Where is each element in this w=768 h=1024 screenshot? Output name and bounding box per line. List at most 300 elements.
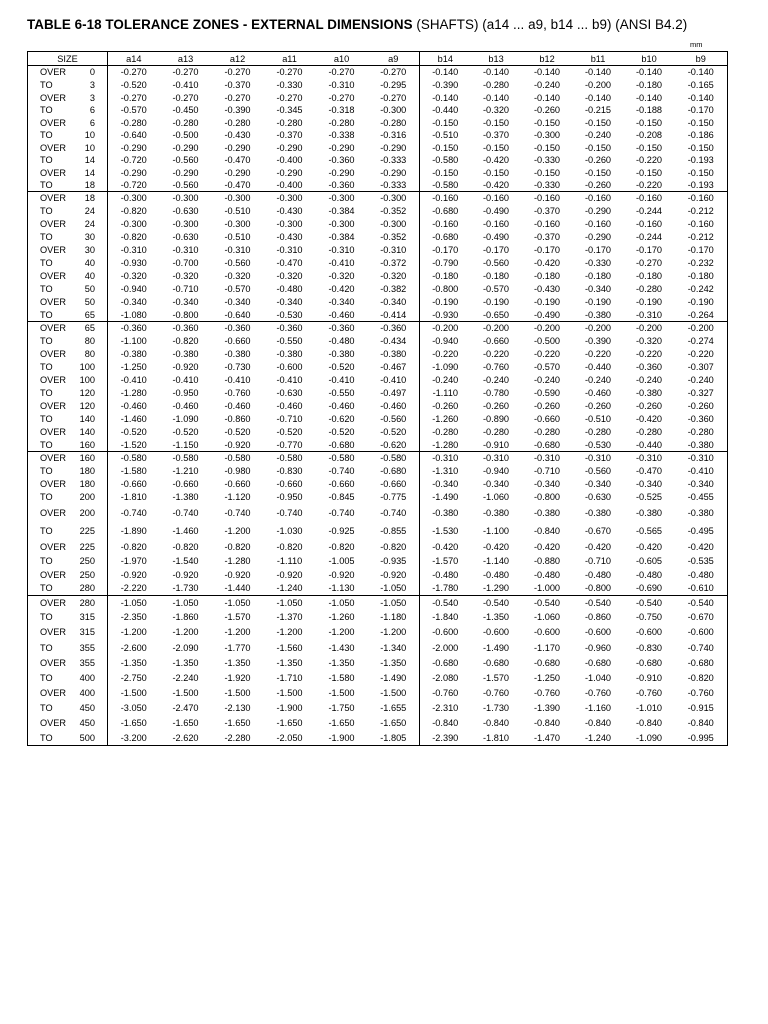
tolerance-cell-a9: -0.340 [380, 297, 407, 307]
tolerance-cell-a13: -1.050 [160, 596, 212, 610]
tolerance-cell-b10: -0.240 [635, 375, 663, 385]
tolerance-cell-b10: -0.340 [635, 479, 663, 489]
tolerance-cell-a10: -1.500 [328, 688, 355, 698]
tolerance-cell-a9: -1.200 [380, 626, 407, 637]
table-row [28, 92, 728, 104]
tolerance-cell-a14: -0.520 [108, 79, 160, 92]
table-row [28, 104, 728, 117]
tolerance-cell-a11: -1.030 [276, 525, 303, 536]
tolerance-cell-a14: -2.220 [108, 582, 160, 596]
tolerance-cell-b12: -0.330 [533, 179, 561, 190]
header-a12: a12 [212, 52, 264, 66]
tolerance-cell-b9: -0.340 [687, 479, 714, 489]
tolerance-cell-a14: -1.100 [108, 335, 160, 348]
tolerance-cell-b11: -0.760 [584, 688, 612, 698]
size-label: TO [40, 703, 53, 713]
tolerance-cell-a10: -0.270 [328, 92, 355, 103]
tolerance-cell-b13: -0.660 [482, 336, 510, 346]
tolerance-cell-a12: -0.290 [224, 142, 251, 153]
tolerance-cell-a12: -0.740 [224, 507, 251, 518]
tolerance-cell-a9: -0.414 [380, 309, 407, 320]
tolerance-cell-b12: -0.420 [533, 541, 561, 552]
tolerance-cell-a14: -0.360 [108, 322, 160, 335]
table-row [28, 374, 728, 387]
tolerance-cell-b9: -0.264 [687, 309, 714, 320]
table-row [28, 117, 728, 129]
tolerance-cell-b10: -0.360 [635, 362, 663, 372]
tolerance-cell-b10: -0.170 [635, 245, 663, 255]
header-a9: a9 [368, 52, 420, 66]
tolerance-cell-b13: -0.280 [482, 427, 510, 437]
tolerance-cell-a13: -0.920 [172, 569, 199, 580]
tolerance-cell-a11: -0.380 [276, 349, 303, 359]
tolerance-cell-a14: -0.290 [108, 167, 160, 179]
tolerance-cell-a11: -0.470 [276, 258, 303, 268]
tolerance-cell-b10: -0.180 [635, 271, 663, 281]
size-label: TO [40, 105, 53, 115]
tolerance-cell-b10: -0.150 [635, 117, 663, 128]
tolerance-cell-b12: -0.480 [533, 569, 561, 580]
tolerance-cell-a9: -0.460 [380, 401, 407, 411]
tolerance-cell-b13: -0.490 [482, 232, 510, 242]
tolerance-cell-b9: -0.150 [687, 142, 714, 153]
tolerance-cell-b14: -0.480 [420, 568, 471, 582]
tolerance-cell-a10: -0.920 [328, 569, 355, 580]
size-label: OVER [28, 596, 68, 610]
tolerance-cell-a12: -0.580 [212, 452, 264, 465]
table-row [28, 439, 728, 452]
size-value: 315 [79, 611, 96, 622]
size-value: 180 [79, 466, 96, 476]
tolerance-cell-b11: -0.260 [584, 155, 612, 165]
tolerance-cell-a12: -2.130 [224, 703, 251, 713]
tolerance-cell-b9: -0.480 [687, 569, 714, 580]
tolerance-cell-b12: -0.500 [533, 336, 561, 346]
tolerance-cell-a9: -0.360 [368, 322, 420, 335]
tolerance-cell-b10: -0.910 [635, 673, 663, 683]
size-label: TO [40, 309, 53, 320]
tolerance-cell-a10: -0.380 [328, 349, 355, 359]
tolerance-cell-a12: -1.050 [212, 596, 264, 610]
tolerance-cell-a9: -0.380 [380, 349, 407, 359]
tolerance-cell-b14: -2.390 [420, 731, 471, 746]
table-row [28, 283, 728, 296]
tolerance-cell-a14: -0.570 [108, 104, 160, 117]
tolerance-cell-a10: -0.520 [328, 427, 355, 437]
tolerance-cell-a13: -0.270 [172, 67, 199, 78]
tolerance-cell-a11: -0.370 [276, 130, 303, 140]
tolerance-cell-a9: -0.920 [380, 569, 407, 580]
size-value: 18 [68, 192, 108, 205]
tolerance-cell-a11: -0.340 [276, 297, 303, 307]
tolerance-cell-b10: -0.680 [635, 658, 663, 668]
tolerance-cell-a12: -0.360 [212, 322, 264, 335]
tolerance-cell-b10: -0.260 [635, 401, 663, 411]
tolerance-cell-b14: -1.310 [420, 465, 471, 478]
header-row [28, 52, 728, 66]
tolerance-cell-b13: -0.940 [482, 466, 510, 476]
tolerance-cell-b13: -0.260 [482, 401, 510, 411]
tolerance-cell-a10: -0.310 [328, 245, 355, 255]
tolerance-cell-b12: -0.680 [533, 439, 561, 450]
tolerance-cell-b9: -0.220 [687, 349, 714, 359]
size-label: OVER [28, 452, 68, 465]
tolerance-cell-b9: -0.995 [687, 732, 714, 743]
tolerance-cell-b9: -0.420 [687, 541, 714, 552]
header-a11: a11 [264, 52, 316, 66]
tolerance-cell-b9: -0.140 [687, 92, 714, 103]
tolerance-cell-a9: -1.805 [380, 732, 407, 743]
tolerance-cell-b12: -0.200 [522, 322, 573, 335]
tolerance-cell-a11: -1.200 [276, 626, 303, 637]
table-row [28, 701, 728, 716]
tolerance-cell-b9: -0.232 [687, 258, 714, 268]
tolerance-cell-b11: -0.540 [573, 596, 624, 610]
tolerance-cell-a14: -0.820 [108, 540, 160, 554]
tolerance-cell-b13: -1.490 [482, 642, 510, 653]
tolerance-cell-b9: -0.760 [687, 688, 714, 698]
tolerance-cell-b13: -0.160 [471, 192, 522, 205]
tolerance-cell-b13: -0.540 [471, 596, 522, 610]
tolerance-cell-b12: -0.190 [533, 297, 561, 307]
size-label: TO [40, 583, 53, 594]
tolerance-cell-b13: -1.290 [482, 583, 510, 594]
tolerance-cell-b12: -0.680 [533, 658, 561, 668]
tolerance-cell-b10: -0.540 [624, 596, 675, 610]
tolerance-table [27, 51, 728, 746]
tolerance-cell-b9: -0.180 [687, 271, 714, 281]
tolerance-cell-a10: -0.925 [328, 525, 355, 536]
tolerance-cell-b13: -0.840 [482, 718, 510, 728]
tolerance-cell-b14: -0.220 [420, 348, 471, 361]
tolerance-cell-a13: -1.540 [172, 555, 199, 566]
tolerance-cell-a12: -0.860 [224, 414, 251, 424]
tolerance-cell-a12: -0.470 [224, 155, 251, 165]
tolerance-cell-b13: -0.280 [482, 80, 510, 90]
tolerance-cell-a11: -0.520 [276, 427, 303, 437]
table-row [28, 400, 728, 413]
tolerance-cell-b12: -0.140 [533, 67, 561, 78]
tolerance-cell-a10: -0.338 [328, 130, 355, 140]
tolerance-cell-b12: -0.160 [533, 219, 561, 229]
tolerance-cell-b12: -0.570 [533, 362, 561, 372]
tolerance-cell-b11: -0.340 [584, 479, 612, 489]
tolerance-cell-a13: -1.090 [172, 414, 199, 424]
table-title-subtitle: (SHAFTS) (a14 ... a9, b14 ... b9) (ANSI B4.2) [412, 17, 688, 32]
tolerance-cell-a12: -0.730 [224, 362, 251, 372]
tolerance-cell-b13: -1.730 [482, 703, 510, 713]
tolerance-cell-b14: -0.280 [420, 426, 471, 439]
tolerance-cell-a13: -2.620 [172, 732, 199, 743]
tolerance-cell-b14: -1.260 [420, 413, 471, 426]
tolerance-cell-b10: -0.310 [635, 309, 663, 320]
tolerance-cell-b11: -0.340 [584, 284, 612, 294]
tolerance-cell-a11: -0.770 [276, 439, 303, 450]
tolerance-cell-b13: -1.100 [482, 525, 510, 536]
tolerance-cell-a9: -0.333 [380, 179, 407, 190]
tolerance-cell-a12: -1.200 [224, 626, 251, 637]
tolerance-cell-b14: -0.510 [420, 129, 471, 142]
tolerance-cell-a11: -0.290 [276, 167, 303, 178]
tolerance-cell-b12: -0.140 [533, 92, 561, 103]
tolerance-cell-a13: -0.310 [172, 245, 199, 255]
tolerance-cell-b11: -0.800 [584, 583, 612, 594]
table-title [27, 17, 687, 32]
tolerance-cell-a12: -0.660 [224, 336, 251, 346]
tolerance-cell-a13: -0.820 [172, 541, 199, 552]
tolerance-cell-a11: -1.500 [276, 688, 303, 698]
tolerance-cell-b14: -0.580 [420, 154, 471, 167]
tolerance-cell-a10: -1.050 [316, 596, 368, 610]
tolerance-cell-a12: -1.200 [224, 525, 251, 536]
tolerance-cell-b13: -0.650 [482, 309, 510, 320]
tolerance-cell-a10: -1.900 [328, 732, 355, 743]
tolerance-cell-b13: -0.220 [482, 349, 510, 359]
tolerance-cell-b12: -0.490 [533, 309, 561, 320]
tolerance-cell-b10: -0.220 [635, 349, 663, 359]
tolerance-cell-b13: -0.420 [482, 541, 510, 552]
tolerance-cell-b11: -0.160 [573, 192, 624, 205]
header-b11: b11 [573, 52, 624, 66]
tolerance-cell-b11: -0.860 [584, 611, 612, 622]
tolerance-cell-b10: -0.140 [635, 67, 663, 78]
size-value: 355 [79, 658, 96, 668]
table-row [28, 322, 728, 335]
size-label: OVER [40, 297, 67, 307]
tolerance-cell-a9: -0.320 [380, 271, 407, 281]
tolerance-cell-a9: -0.467 [380, 362, 407, 372]
size-value: 280 [68, 596, 108, 610]
tolerance-cell-b10: -0.690 [635, 583, 663, 594]
tolerance-cell-b11: -0.215 [584, 105, 612, 115]
tolerance-cell-b14: -0.240 [420, 374, 471, 387]
tolerance-cell-a10: -0.410 [328, 375, 355, 385]
tolerance-cell-a9: -1.490 [380, 673, 407, 683]
tolerance-cell-a13: -0.710 [172, 284, 199, 294]
size-value: 140 [79, 414, 96, 424]
table-row [28, 66, 728, 79]
tolerance-cell-a11: -0.410 [276, 375, 303, 385]
size-value: 80 [84, 336, 96, 346]
tolerance-cell-b14: -0.380 [420, 504, 471, 522]
size-label: TO [40, 642, 53, 653]
size-label: OVER [40, 541, 67, 552]
size-value: 355 [79, 642, 96, 653]
tolerance-cell-a13: -0.410 [172, 80, 199, 90]
tolerance-cell-b11: -0.670 [584, 525, 612, 536]
tolerance-cell-a12: -1.650 [224, 718, 251, 728]
tolerance-cell-a12: -0.390 [224, 105, 251, 115]
tolerance-cell-b11: -0.390 [584, 336, 612, 346]
tolerance-cell-a11: -0.310 [276, 245, 303, 255]
tolerance-cell-b11: -0.310 [573, 452, 624, 465]
size-value: 225 [79, 541, 96, 552]
tolerance-cell-b13: -0.780 [482, 388, 510, 398]
size-label: TO [40, 525, 53, 536]
size-label: TO [40, 284, 53, 294]
tolerance-cell-a10: -0.580 [316, 452, 368, 465]
size-label: OVER [40, 688, 67, 698]
tolerance-cell-a10: -0.480 [328, 336, 355, 346]
tolerance-cell-a10: -0.680 [328, 439, 355, 450]
tolerance-cell-b11: -0.260 [584, 179, 612, 190]
table-row [28, 640, 728, 656]
tolerance-cell-a12: -0.380 [224, 349, 251, 359]
tolerance-cell-a9: -0.300 [368, 192, 420, 205]
tolerance-cell-b12: -0.380 [533, 507, 561, 518]
size-value: 10 [84, 142, 96, 153]
tolerance-cell-b11: -0.240 [584, 130, 612, 140]
tolerance-cell-a13: -1.210 [172, 466, 199, 476]
tolerance-cell-b11: -0.840 [584, 718, 612, 728]
tolerance-cell-a11: -0.400 [276, 155, 303, 165]
tolerance-cell-a10: -0.270 [328, 67, 355, 78]
tolerance-cell-a10: -0.340 [328, 297, 355, 307]
tolerance-cell-b12: -0.240 [533, 375, 561, 385]
tolerance-cell-b11: -0.510 [584, 414, 612, 424]
tolerance-cell-b12: -0.150 [533, 142, 561, 153]
tolerance-cell-a9: -1.350 [380, 658, 407, 668]
tolerance-cell-b14: -2.310 [420, 701, 471, 716]
tolerance-cell-b12: -0.540 [522, 596, 573, 610]
tolerance-cell-b10: -0.310 [624, 452, 675, 465]
size-label: TO [40, 673, 53, 683]
tolerance-cell-b14: -1.280 [420, 439, 471, 452]
tolerance-cell-a9: -0.290 [380, 167, 407, 178]
tolerance-cell-a13: -0.950 [172, 388, 199, 398]
tolerance-cell-a11: -0.530 [276, 309, 303, 320]
tolerance-cell-a13: -0.300 [160, 192, 212, 205]
tolerance-cell-b11: -0.220 [584, 349, 612, 359]
tolerance-cell-b14: -0.540 [420, 596, 471, 610]
tolerance-cell-b13: -0.760 [482, 688, 510, 698]
size-label: OVER [40, 117, 67, 128]
tolerance-cell-b13: -0.160 [482, 219, 510, 229]
tolerance-cell-a10: -0.290 [328, 142, 355, 153]
tolerance-cell-a12: -1.120 [224, 492, 251, 502]
tolerance-cell-a11: -0.345 [276, 105, 303, 115]
tolerance-cell-b11: -0.380 [584, 309, 612, 320]
table-row [28, 731, 728, 746]
tolerance-cell-a12: -0.310 [224, 245, 251, 255]
tolerance-cell-a12: -0.270 [224, 92, 251, 103]
tolerance-cell-b13: -0.420 [482, 155, 510, 165]
tolerance-cell-b14: -0.600 [420, 624, 471, 640]
size-value: 450 [79, 703, 96, 713]
tolerance-cell-b11: -0.150 [584, 117, 612, 128]
tolerance-cell-a9: -1.500 [380, 688, 407, 698]
tolerance-cell-a13: -1.500 [172, 688, 199, 698]
tolerance-cell-a12: -0.410 [224, 375, 251, 385]
tolerance-cell-a10: -0.384 [328, 206, 355, 216]
tolerance-cell-b12: -1.170 [533, 642, 561, 653]
tolerance-cell-a10: -1.200 [328, 626, 355, 637]
tolerance-cell-a12: -0.320 [224, 271, 251, 281]
tolerance-cell-a13: -0.290 [172, 142, 199, 153]
tolerance-cell-a9: -1.180 [380, 611, 407, 622]
table-row [28, 478, 728, 491]
tolerance-cell-b14: -0.150 [420, 142, 471, 154]
tolerance-cell-a9: -0.740 [380, 507, 407, 518]
tolerance-cell-b14: -0.680 [420, 656, 471, 671]
tolerance-cell-b11: -0.330 [584, 258, 612, 268]
size-value: 24 [84, 206, 96, 216]
table-row [28, 335, 728, 348]
tolerance-cell-b12: -0.370 [533, 206, 561, 216]
size-label: OVER [40, 349, 67, 359]
tolerance-cell-b12: -0.710 [533, 466, 561, 476]
tolerance-cell-b14: -1.110 [420, 387, 471, 400]
tolerance-cell-b12: -0.260 [533, 401, 561, 411]
tolerance-cell-a14: -1.200 [108, 624, 160, 640]
table-row [28, 522, 728, 540]
tolerance-cell-a11: -0.270 [276, 67, 303, 78]
tolerance-cell-b11: -1.040 [584, 673, 612, 683]
header-a14: a14 [108, 52, 160, 66]
tolerance-cell-b11: -0.140 [584, 92, 612, 103]
size-value: 160 [79, 439, 96, 450]
tolerance-cell-a13: -0.340 [172, 297, 199, 307]
tolerance-cell-b13: -1.350 [482, 611, 510, 622]
tolerance-cell-a11: -1.110 [276, 555, 303, 566]
tolerance-cell-b11: -0.630 [584, 492, 612, 502]
tolerance-cell-b13: -0.370 [482, 130, 510, 140]
tolerance-cell-b14: -1.570 [420, 554, 471, 568]
tolerance-cell-b9: -0.455 [687, 492, 714, 502]
tolerance-cell-b11: -0.160 [584, 219, 612, 229]
tolerance-cell-b12: -1.000 [533, 583, 561, 594]
tolerance-cell-b13: -0.140 [482, 92, 510, 103]
tolerance-cell-b9: -0.212 [687, 232, 714, 242]
tolerance-cell-b12: -0.150 [533, 117, 561, 128]
tolerance-cell-a11: -0.300 [276, 219, 303, 229]
tolerance-cell-b9: -0.212 [687, 206, 714, 216]
tolerance-cell-a11: -1.710 [276, 673, 303, 683]
tolerance-cell-a13: -1.460 [172, 525, 199, 536]
size-label: TO [40, 336, 53, 346]
tolerance-cell-a11: -0.320 [276, 271, 303, 281]
tolerance-cell-a12: -0.460 [224, 401, 251, 411]
size-value: 100 [79, 375, 96, 385]
tolerance-cell-a10: -0.460 [328, 401, 355, 411]
tolerance-cell-a14: -0.300 [108, 192, 160, 205]
tolerance-cell-a10: -0.460 [328, 309, 355, 320]
tolerance-cell-b9: -0.160 [675, 192, 728, 205]
size-value: 65 [84, 309, 96, 320]
tolerance-cell-a13: -1.730 [172, 583, 199, 594]
size-label: OVER [40, 626, 67, 637]
table-row [28, 504, 728, 522]
tolerance-cell-b10: -0.440 [635, 439, 663, 450]
header-a10: a10 [316, 52, 368, 66]
tolerance-cell-a10: -0.320 [328, 271, 355, 281]
tolerance-cell-b9: -0.540 [675, 596, 728, 610]
size-value: 400 [79, 688, 96, 698]
tolerance-cell-a9: -1.655 [380, 703, 407, 713]
tolerance-cell-a14: -1.580 [108, 465, 160, 478]
size-label: OVER [28, 192, 68, 205]
tolerance-cell-b13: -0.150 [482, 142, 510, 153]
tolerance-cell-b13: -0.240 [482, 375, 510, 385]
tolerance-cell-a12: -0.660 [224, 479, 251, 489]
tolerance-cell-a9: -0.333 [380, 155, 407, 165]
tolerance-cell-b13: -0.600 [482, 626, 510, 637]
tolerance-cell-b10: -0.140 [635, 92, 663, 103]
tolerance-cell-a9: -1.050 [380, 583, 407, 594]
tolerance-cell-a10: -0.740 [328, 507, 355, 518]
tolerance-cell-b13: -0.180 [482, 271, 510, 281]
tolerance-cell-b10: -0.420 [635, 414, 663, 424]
